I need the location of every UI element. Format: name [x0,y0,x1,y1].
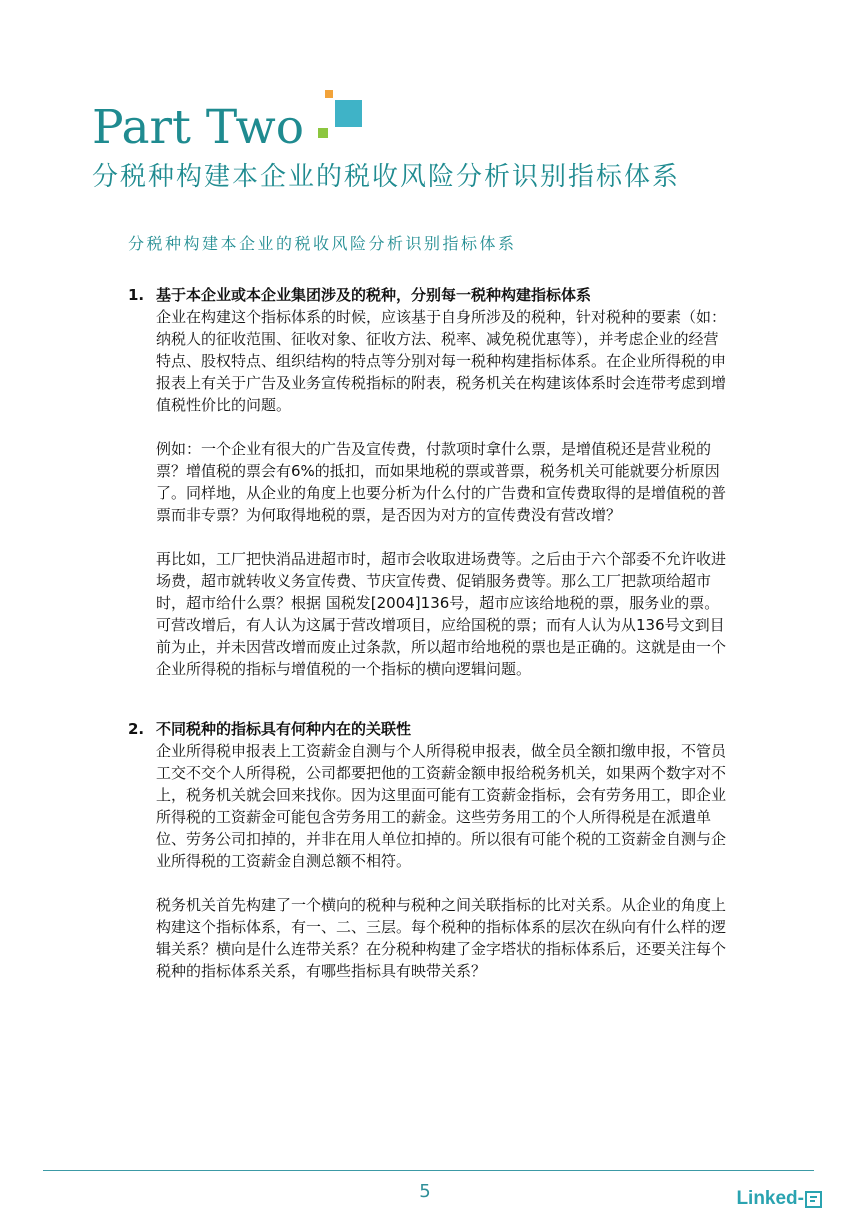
footer-divider [43,1170,814,1171]
paragraph: 企业所得税申报表上工资薪金自测与个人所得税申报表，做全员全额扣缴申报，不管员工交不交个人所得税，公司都要把他的工资薪金额申报给税务机关，如果两个数字对不上，税务机关就会回来找你。因为这里面可能有工资薪金指标，会有劳务用工，即企业所得税的工资薪金可能包含劳务用工的薪金。这些劳务用工的个人所得税是在派遣单位、劳务公司扣掉的，并非在用人单位扣掉的。所以很有可能个税的工资薪金自测与企业所得税的工资薪金自测总额不相符。 [156,742,727,870]
paragraph: 例如：一个企业有很大的广告及宣传费，付款项时拿什么票，是增值税还是营业税的票？增值税的票会有6%的抵扣，而如果地税的票或普票，税务机关可能就要分析原因了。同样地，从企业的角度上也要分析为什么付的广告费和宣传费取得的是增值税的普票而非专票？为何取得地税的票，是否因为对方的宣传费没有营改增？ [156,440,727,524]
section-heading: 分税种构建本企业的税收风险分析识别指标体系 [92,162,681,192]
page-number: 5 [419,1181,431,1202]
part-title: Part Two [92,100,305,155]
section-1-number: 1. [128,286,145,304]
linked-f-logo [736,1188,822,1210]
section-1 [128,284,728,680]
section-2-number: 2. [128,720,145,738]
section-1-heading [128,284,728,306]
green-square-icon [318,128,328,138]
logo-text: Linked- [736,1188,804,1209]
teal-square-icon [335,100,362,127]
paragraph: 企业在构建这个指标体系的时候，应该基于自身所涉及的税种，针对税种的要素（如：纳税人的征收范围、征收对象、征收方法、税率、减免税优惠等），并考虑企业的经营特点、股权特点、组织结构的特点等分别对每一税种构建指标体系。在企业所得税的申报表上有关于广告及业务宣传税指标的附表，税务机关在构建该体系时会连带考虑到增值税性价比的问题。 [156,308,727,414]
section-2-title: 不同税种的指标具有何种内在的关联性 [156,720,412,738]
logo-f-icon [805,1191,822,1208]
paragraph: 再比如，工厂把快消品进超市时，超市会收取进场费等。之后由于六个部委不允许收进场费，超市就转收义务宣传费、节庆宣传费、促销服务费等。那么工厂把款项给超市时，超市给什么票？根据 国税发[2004]136号，超市应该给地税的票，服务业的票。可营改增后，有人认为这属于营改增项目，应给国税的票；而有人认为从136号文到目前为止，并未因营改增而废止过条款，所以超市给地税的票也是正确的。这就是由一个企业所得税的指标与增值税的一个指标的横向逻辑问题。 [156,550,727,678]
section-subheading: 分税种构建本企业的税收风险分析识别指标体系 [128,234,517,253]
section-2 [128,718,728,982]
decorative-squares-icon [315,90,365,140]
orange-square-icon [325,90,333,98]
paragraph: 税务机关首先构建了一个横向的税种与税种之间关联指标的比对关系。从企业的角度上构建这个指标体系，有一、二、三层。每个税种的指标体系的层次在纵向有什么样的逻辑关系？横向是什么连带关系？在分税种构建了金字塔状的指标体系后，还要关注每个税种的指标体系关系，有哪些指标具有映带关系？ [156,896,727,980]
section-2-heading [128,718,728,740]
section-1-title: 基于本企业或本企业集团涉及的税种，分别每一税种构建指标体系 [156,286,592,304]
